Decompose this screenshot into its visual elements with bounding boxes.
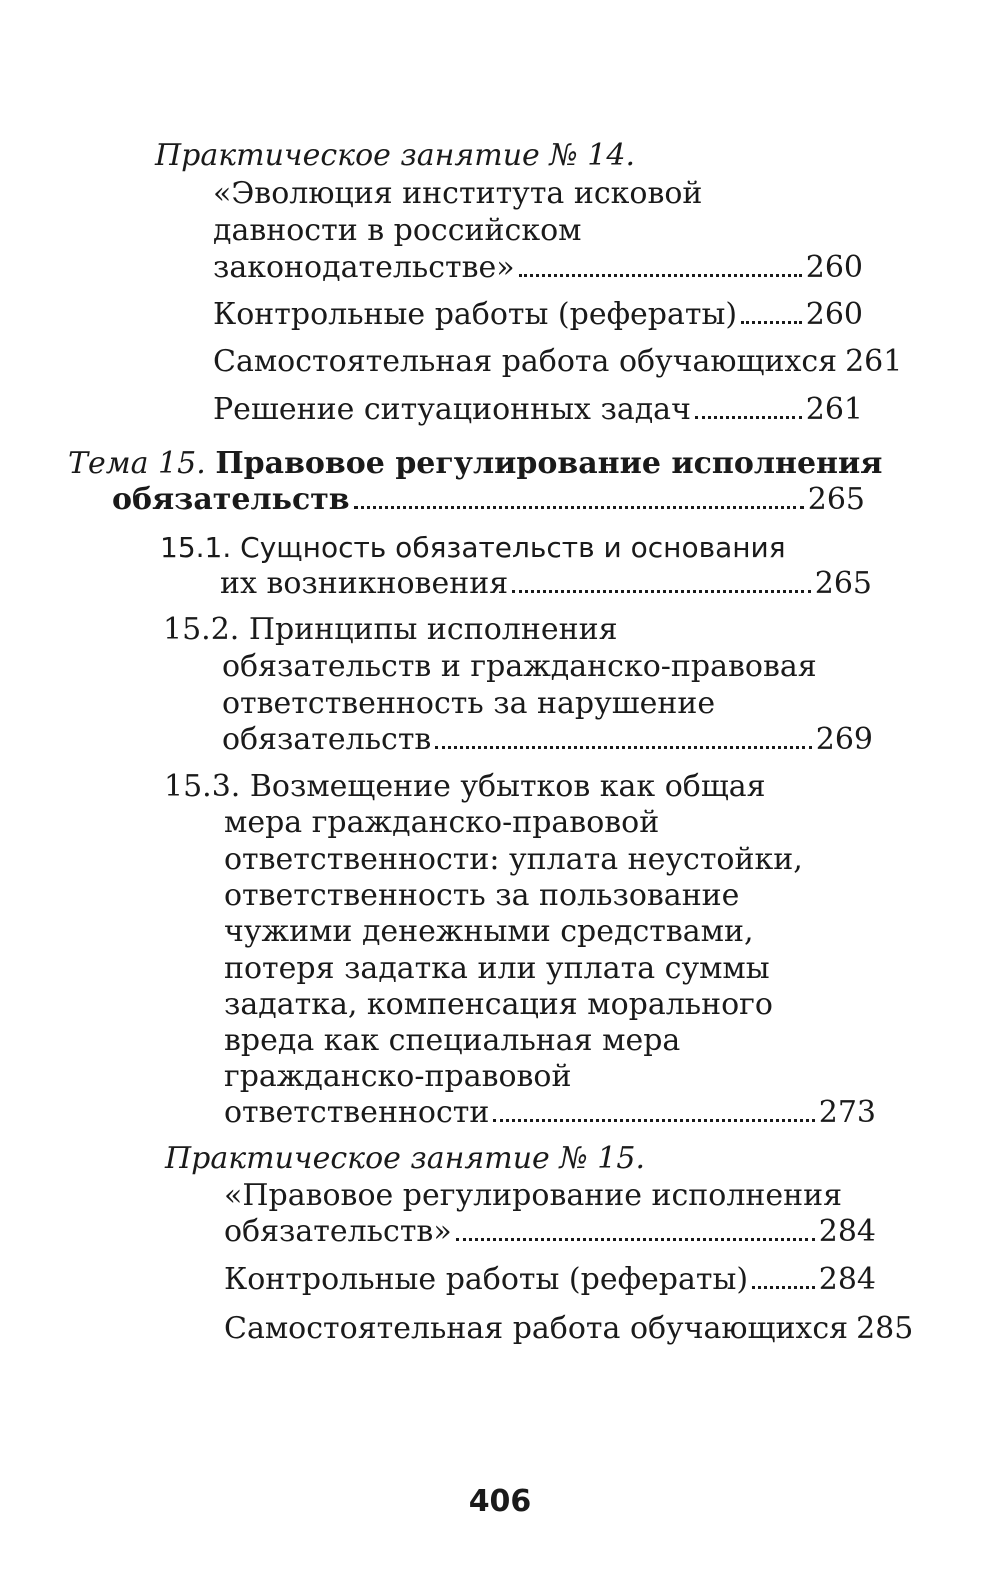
toc-entry-practice-15[interactable] (224, 1213, 876, 1251)
dot-leader (493, 1119, 814, 1122)
toc-entry-label: Самостоятельная работа обучающихся (224, 1311, 849, 1346)
toc-entry-section-15-3[interactable] (224, 1094, 876, 1132)
topic-15-prefix: Тема 15. (68, 446, 206, 481)
dot-leader (456, 1238, 815, 1241)
dot-leader (695, 416, 802, 419)
section-15-3-line-6: потеря задатка или уплата суммы (224, 951, 770, 986)
practice-14-heading: Практическое занятие № 14. (155, 138, 635, 173)
toc-entry-label: Контрольные работы (рефераты) (213, 297, 738, 332)
toc-entry-label: обязательств» (224, 1214, 452, 1249)
toc-entry-label: обязательств (222, 722, 432, 757)
toc-page-number: 285 (856, 1311, 914, 1346)
toc-entry-label: законодательстве» (213, 250, 515, 285)
dot-leader (354, 506, 804, 509)
section-15-3-line-5: чужими денежными средствами, (224, 914, 754, 949)
toc-entry-practice-15-control[interactable] (224, 1261, 876, 1299)
toc-entry-section-15-1[interactable] (220, 565, 872, 603)
section-15-3-line-1: 15.3. Возмещение убытков как общая (164, 769, 766, 804)
toc-entry-label: их возникновения (220, 566, 509, 601)
section-15-3-line-3: ответственности: уплата неустойки, (224, 842, 803, 877)
toc-entry-label: ответственности (224, 1095, 490, 1130)
toc-page-number: 261 (805, 392, 863, 427)
section-15-3-line-7: задатка, компенсация морального (224, 987, 773, 1022)
section-15-3-line-4: ответственность за пользование (224, 878, 740, 913)
toc-entry-topic-15[interactable] (112, 481, 865, 519)
toc-entry-practice-14[interactable] (213, 249, 863, 287)
toc-entry-label: Самостоятельная работа обучающихся (213, 344, 838, 379)
dot-leader (435, 746, 811, 749)
toc-page-number: 284 (818, 1214, 876, 1249)
toc-page-number: 265 (807, 482, 865, 517)
section-15-3-line-9: гражданско-правовой (224, 1059, 572, 1094)
section-15-2-line-2: обязательств и гражданско-правовая (222, 649, 817, 684)
section-15-3-line-2: мера гражданско-правовой (224, 805, 660, 840)
section-15-2-line-3: ответственность за нарушение (222, 686, 716, 721)
practice-15-heading: Практическое занятие № 15. (165, 1141, 645, 1176)
toc-entry-label: Контрольные работы (рефераты) (224, 1262, 749, 1297)
section-15-2-line-1: 15.2. Принципы исполнения (163, 612, 618, 647)
toc-entry-practice-14-tasks[interactable] (213, 391, 863, 429)
topic-15-title: Правовое регулирование исполнения (215, 446, 883, 481)
section-15-3-line-8: вреда как специальная мера (224, 1023, 681, 1058)
dot-leader (519, 274, 802, 277)
dot-leader (741, 321, 802, 324)
toc-page-number: 260 (805, 250, 863, 285)
toc-entry-practice-15-selfwork[interactable] (224, 1310, 914, 1348)
toc-page-number: 260 (805, 297, 863, 332)
toc-entry-practice-14-selfwork[interactable] (213, 343, 903, 381)
topic-15-heading-line-1 (68, 445, 882, 483)
toc-page-number: 284 (818, 1262, 876, 1297)
dot-leader (512, 590, 811, 593)
toc-page-number: 265 (814, 566, 872, 601)
toc-entry-label: Решение ситуационных задач (213, 392, 691, 427)
practice-15-title-line-1: «Правовое регулирование исполнения (224, 1178, 843, 1213)
toc-entry-section-15-2[interactable] (222, 721, 873, 759)
toc-page-number: 261 (845, 344, 903, 379)
practice-14-title-line-1: «Эволюция института исковой (213, 176, 703, 211)
practice-14-title-line-2: давности в российском (213, 213, 582, 248)
section-15-1-line-1: 15.1. Сущность обязательств и основания (160, 531, 786, 564)
dot-leader (752, 1286, 815, 1289)
page-number: 406 (468, 1484, 532, 1519)
toc-page-number: 273 (818, 1095, 876, 1130)
toc-page-number: 269 (815, 722, 873, 757)
toc-entry-practice-14-control[interactable] (213, 296, 863, 334)
toc-entry-label: обязательств (112, 482, 350, 517)
